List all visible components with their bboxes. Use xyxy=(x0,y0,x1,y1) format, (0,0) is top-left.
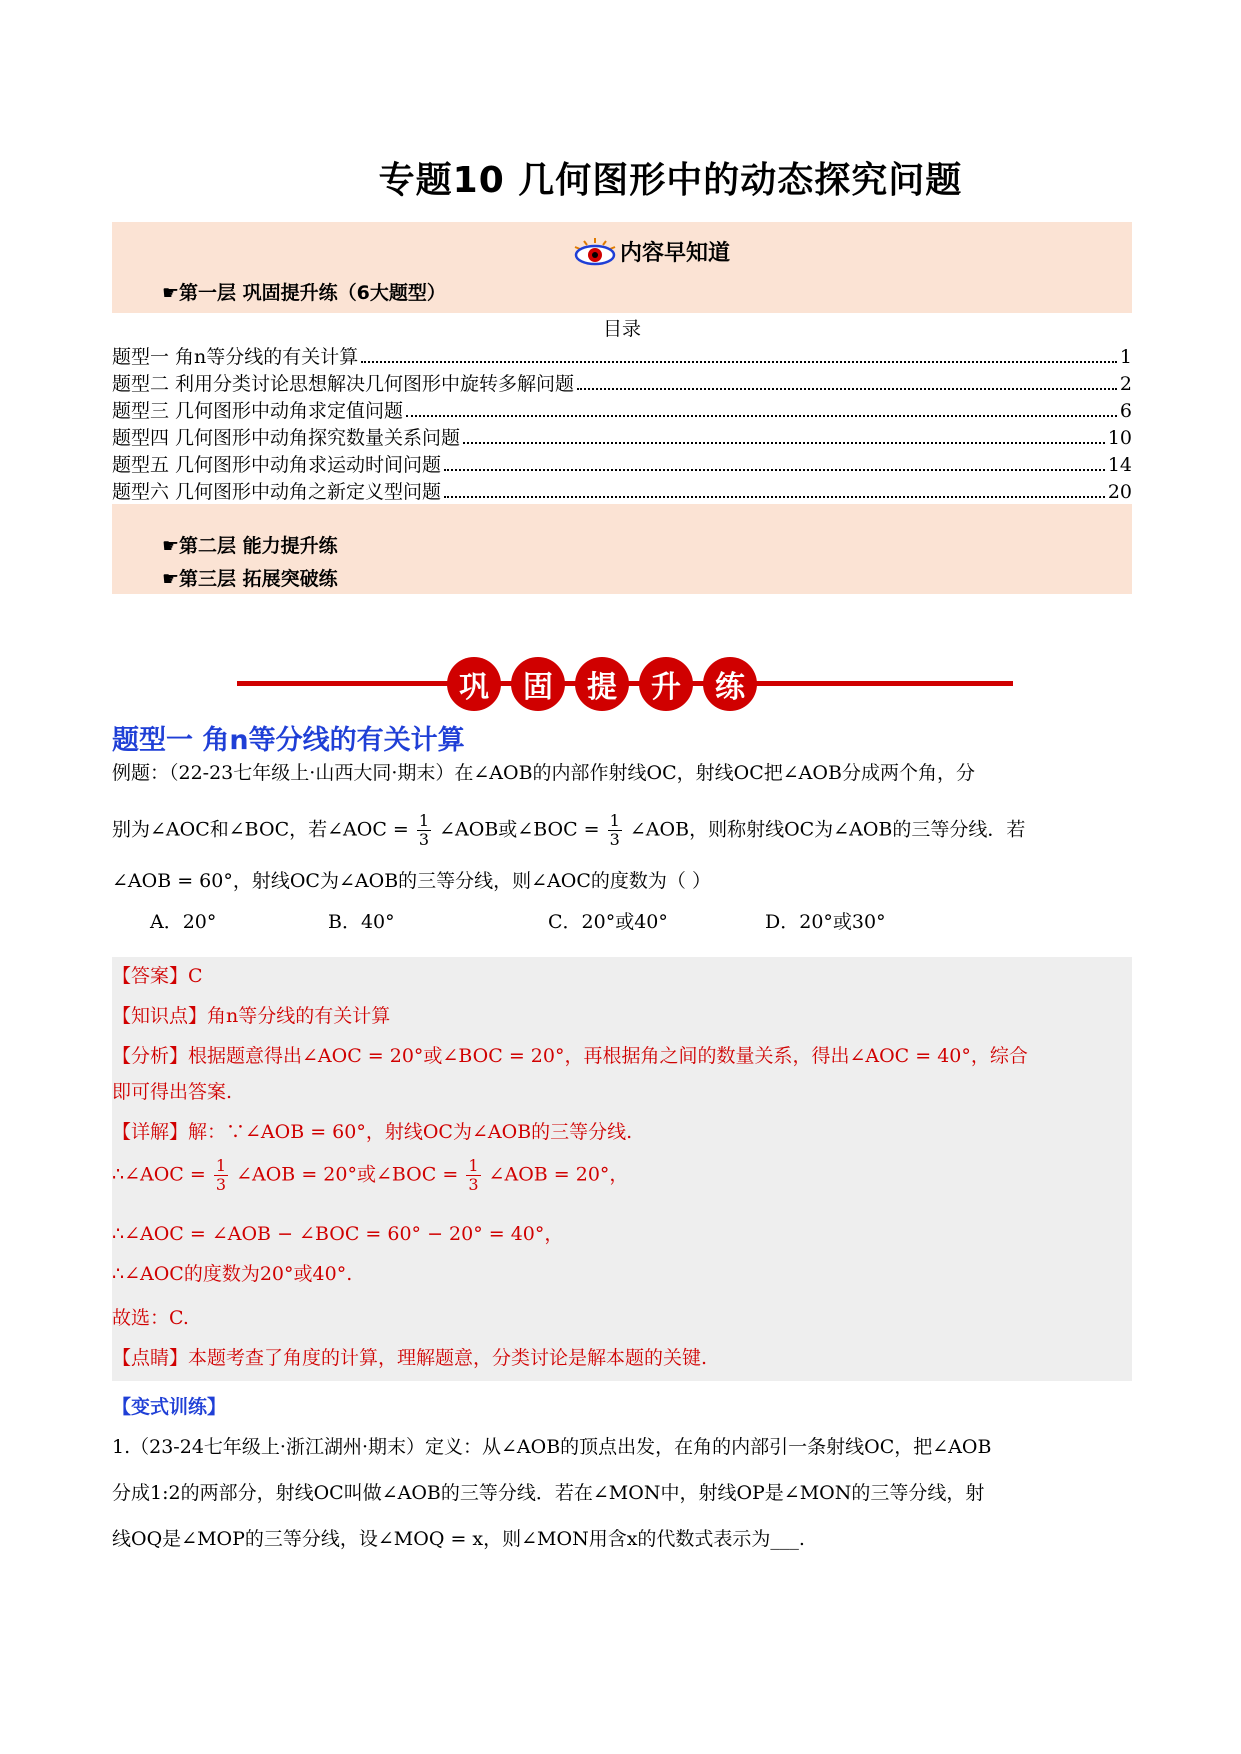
option-d[interactable]: D．20°或30° xyxy=(765,911,886,933)
toc-leader xyxy=(361,361,1117,363)
fraction-numerator: 1 xyxy=(609,811,620,830)
fraction-numerator: 1 xyxy=(468,1156,479,1175)
overview-panel xyxy=(112,222,1132,594)
eye-icon xyxy=(572,237,618,267)
table-of-contents xyxy=(112,342,1132,504)
step-1 xyxy=(112,1157,628,1194)
example-line-2 xyxy=(112,812,1132,849)
toc-item-page: 20 xyxy=(1107,481,1132,503)
step-1c: ∠AOB = 20°， xyxy=(488,1163,629,1186)
section-banner xyxy=(237,657,1013,711)
layer3-label: ☛第三层 拓展突破练 xyxy=(162,568,338,590)
toc-item[interactable] xyxy=(112,423,1132,450)
toc-item-label: 题型三 几何图形中动角求定值问题 xyxy=(112,400,404,422)
fraction-numerator: 1 xyxy=(418,811,430,830)
toc-item[interactable] xyxy=(112,477,1132,504)
choose-line: 故选：C. xyxy=(112,1307,189,1329)
toc-item[interactable] xyxy=(112,369,1132,396)
answer-panel xyxy=(112,957,1132,1381)
layer1-label: ☛第一层 巩固提升练（6大题型） xyxy=(162,282,446,304)
step-3: ∴∠AOC的度数为20°或40°. xyxy=(112,1263,353,1285)
toc-item-label: 题型二 利用分类讨论思想解决几何图形中旋转多解问题 xyxy=(112,373,575,395)
fraction xyxy=(466,1157,480,1194)
answer-line: 【答案】C xyxy=(112,965,203,987)
banner-char: 提 xyxy=(575,657,629,711)
toc-leader xyxy=(444,469,1105,471)
section-heading: 题型一 角n等分线的有关计算 xyxy=(112,725,465,756)
comment-line: 【点睛】本题考查了角度的计算，理解题意，分类讨论是解本题的关键. xyxy=(112,1347,708,1369)
fraction-denominator: 3 xyxy=(609,830,620,849)
detail-line: 【详解】解：∵∠AOB = 60°，射线OC为∠AOB的三等分线. xyxy=(112,1121,633,1143)
layer2-label: ☛第二层 能力提升练 xyxy=(162,535,338,557)
step-2: ∴∠AOC = ∠AOB − ∠BOC = 60° − 20° = 40°， xyxy=(112,1223,564,1245)
overview-heading-text: 内容早知道 xyxy=(620,241,731,266)
toc-item-page: 10 xyxy=(1107,427,1132,449)
fraction-denominator: 3 xyxy=(215,1175,227,1194)
fraction xyxy=(214,1157,228,1194)
toc-item-page: 6 xyxy=(1119,400,1132,422)
example-line-2c: ∠AOB，则称射线OC为∠AOB的三等分线．若 xyxy=(629,818,1026,841)
question-1-line-1: 1.（23-24七年级上·浙江湖州·期末）定义：从∠AOB的顶点出发，在角的内部引一条射线OC，把∠AOB xyxy=(112,1436,992,1458)
step-1a: ∴∠AOC = xyxy=(112,1163,206,1186)
example-line-2a: 别为∠AOC和∠BOC，若∠AOC = xyxy=(112,818,409,841)
question-1-line-3: 线OQ是∠MOP的三等分线，设∠MOQ = x，则∠MON用含x的代数式表示为___. xyxy=(112,1528,805,1550)
toc-item[interactable] xyxy=(112,450,1132,477)
toc-item[interactable] xyxy=(112,396,1132,423)
toc-leader xyxy=(577,388,1117,390)
toc-item-label: 题型四 几何图形中动角探究数量关系问题 xyxy=(112,427,461,449)
toc-item-label: 题型一 角n等分线的有关计算 xyxy=(112,346,359,368)
fraction-numerator: 1 xyxy=(215,1156,227,1175)
fraction xyxy=(417,812,431,849)
overview-heading xyxy=(572,236,730,267)
banner-char: 升 xyxy=(639,657,693,711)
toc-item-page: 2 xyxy=(1119,373,1132,395)
toc-item[interactable] xyxy=(112,342,1132,369)
step-1b: ∠AOB = 20°或∠BOC = xyxy=(236,1163,459,1186)
example-line-3: ∠AOB = 60°，射线OC为∠AOB的三等分线，则∠AOC的度数为（ ） xyxy=(112,870,711,892)
example-line-1: 例题：（22-23七年级上·山西大同·期末）在∠AOB的内部作射线OC，射线OC把∠AOB分成两个角，分 xyxy=(112,762,975,784)
fraction-denominator: 3 xyxy=(418,830,430,849)
toc-title: 目录 xyxy=(602,318,641,340)
toc-leader xyxy=(463,442,1105,444)
knowledge-point: 【知识点】角n等分线的有关计算 xyxy=(112,1005,391,1027)
banner-char: 固 xyxy=(511,657,565,711)
analysis-line-2: 即可得出答案. xyxy=(112,1081,233,1103)
variant-heading: 【变式训练】 xyxy=(112,1396,227,1418)
fraction xyxy=(608,812,622,849)
example-line-2b: ∠AOB或∠BOC = xyxy=(439,818,600,841)
banner-char: 巩 xyxy=(447,657,501,711)
toc-item-label: 题型五 几何图形中动角求运动时间问题 xyxy=(112,454,442,476)
toc-item-label: 题型六 几何图形中动角之新定义型问题 xyxy=(112,481,442,503)
toc-item-page: 14 xyxy=(1107,454,1132,476)
banner-char: 练 xyxy=(703,657,757,711)
toc-item-page: 1 xyxy=(1119,346,1132,368)
analysis-line-1: 【分析】根据题意得出∠AOC = 20°或∠BOC = 20°，再根据角之间的数量关系，得出∠AOC = 40°，综合 xyxy=(112,1045,1028,1067)
option-a[interactable]: A．20° xyxy=(150,911,217,933)
fraction-denominator: 3 xyxy=(468,1175,479,1194)
toc-leader xyxy=(406,415,1117,417)
document-title: 专题10 几何图形中的动态探究问题 xyxy=(378,160,963,201)
question-1-line-2: 分成1:2的两部分，射线OC叫做∠AOB的三等分线．若在∠MON中，射线OP是∠MON的三等分线，射 xyxy=(112,1482,985,1504)
option-b[interactable]: B．40° xyxy=(328,911,395,933)
toc-leader xyxy=(444,496,1105,498)
option-c[interactable]: C．20°或40° xyxy=(548,911,668,933)
